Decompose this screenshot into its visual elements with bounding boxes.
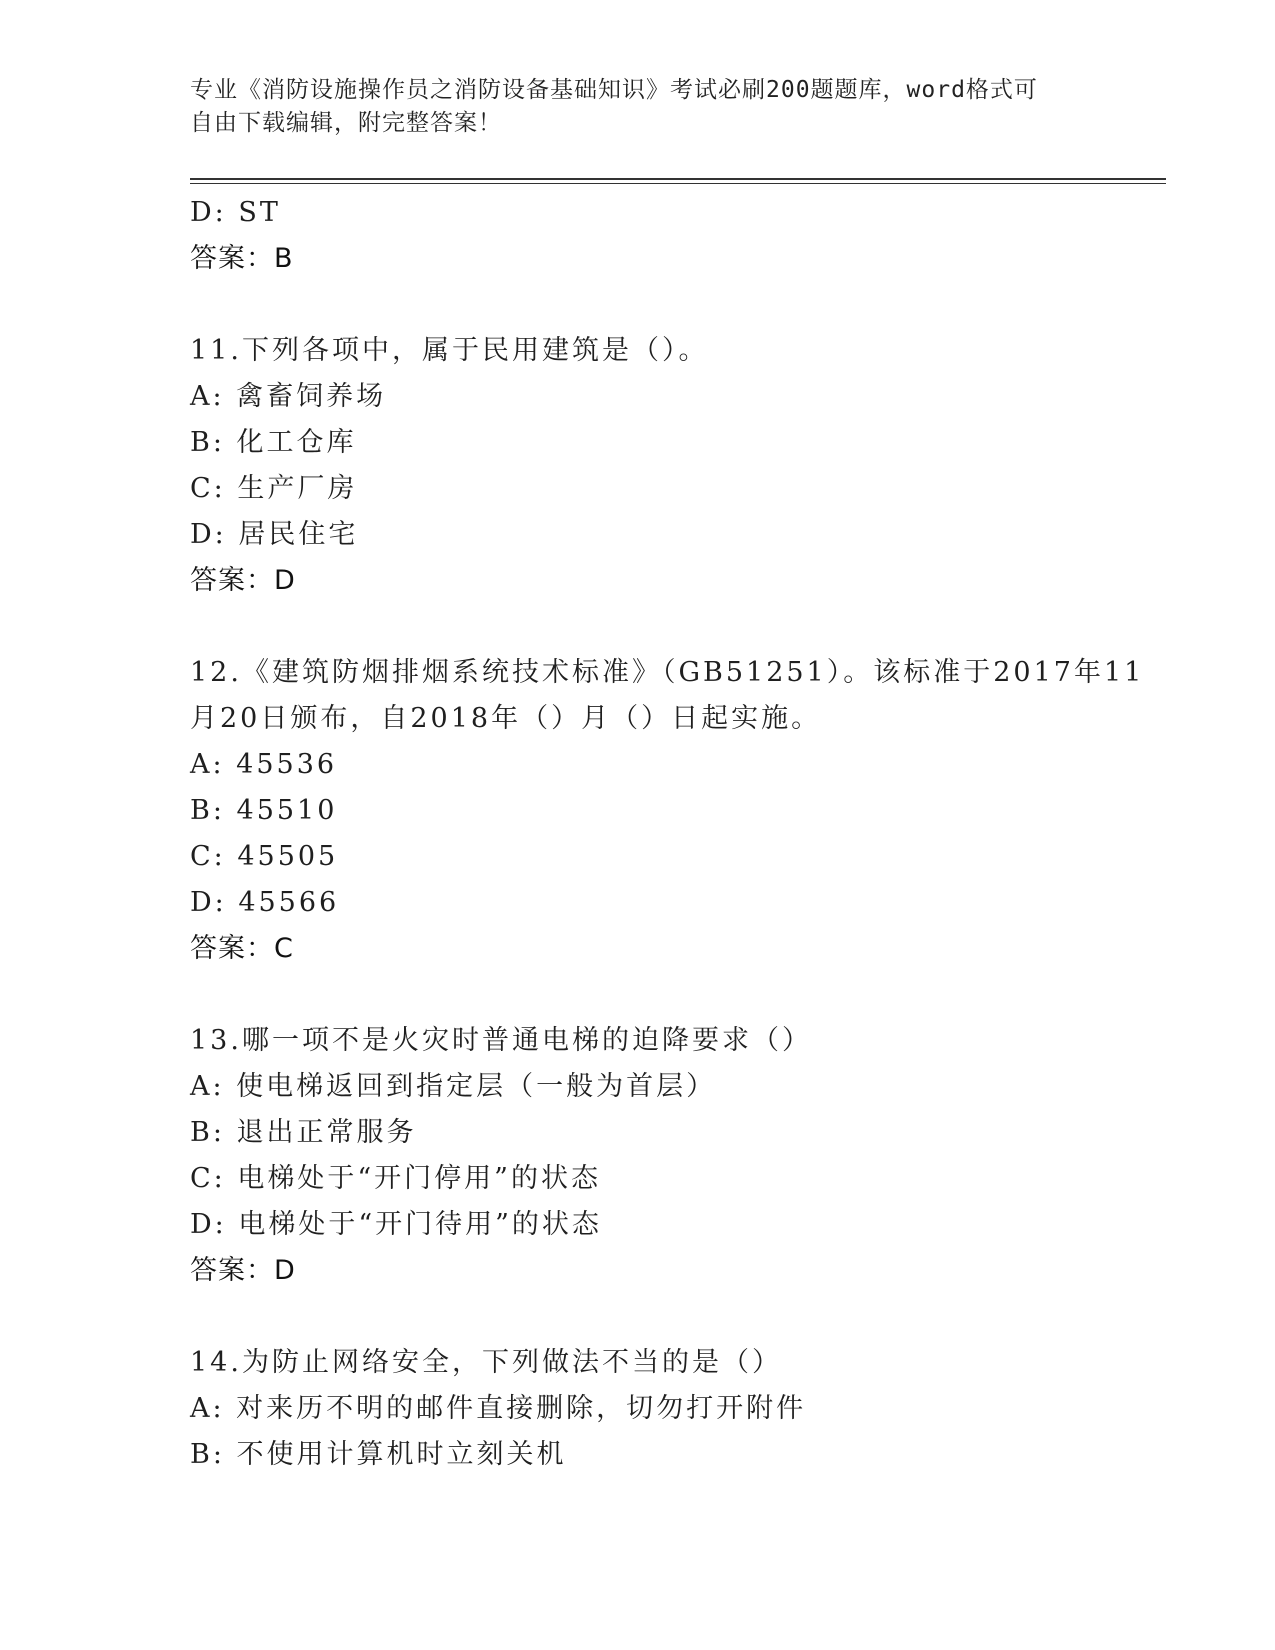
prev-option-d: D: ST [190,197,281,228]
option-b: B: 45510 [190,795,338,826]
option-c: C: 生产厂房 [190,473,358,504]
option-b: B: 退出正常服务 [190,1117,417,1148]
header-line-1: 专业《消防设施操作员之消防设备基础知识》考试必刷200题题库，word格式可 [190,77,1038,103]
question-stem: 14.为防止网络安全，下列做法不当的是（） [190,1347,782,1378]
question-stem: 12.《建筑防烟排烟系统技术标准》（GB51251）。该标准于2017年11 [190,657,1145,688]
option-b: B: 化工仓库 [190,427,357,458]
question-block-11 [190,328,1150,604]
prev-answer: 答案：B [190,243,294,274]
question-block-12 [190,650,1150,972]
question-stem: 13.哪一项不是火灾时普通电梯的迫降要求（） [190,1025,812,1056]
option-d: D: 居民住宅 [190,519,359,550]
header-line-2: 自由下载编辑，附完整答案！ [190,110,502,136]
option-d: D: 电梯处于“开门待用”的状态 [190,1209,602,1240]
answer: 答案：C [190,933,294,964]
option-c: C: 电梯处于“开门停用”的状态 [190,1163,601,1194]
option-b: B: 不使用计算机时立刻关机 [190,1439,567,1470]
question-block-14 [190,1340,1150,1478]
question-stem: 11.下列各项中，属于民用建筑是（）。 [190,335,709,366]
header-divider [190,178,1166,184]
document-header [190,74,1090,140]
spacer [190,604,1150,650]
spacer [190,282,1150,328]
option-a: A: 禽畜饲养场 [190,381,387,412]
option-c: C: 45505 [190,841,339,872]
question-content [190,190,1150,1478]
question-stem-continued: 月20日颁布，自2018年（）月（）日起实施。 [190,703,822,734]
option-a: A: 使电梯返回到指定层（一般为首层） [190,1071,717,1102]
answer: 答案：D [190,1255,296,1286]
answer: 答案：D [190,565,296,596]
spacer [190,972,1150,1018]
option-d: D: 45566 [190,887,340,918]
option-a: A: 45536 [190,749,338,780]
spacer [190,1294,1150,1340]
option-a: A: 对来历不明的邮件直接删除，切勿打开附件 [190,1393,807,1424]
question-block-13 [190,1018,1150,1294]
